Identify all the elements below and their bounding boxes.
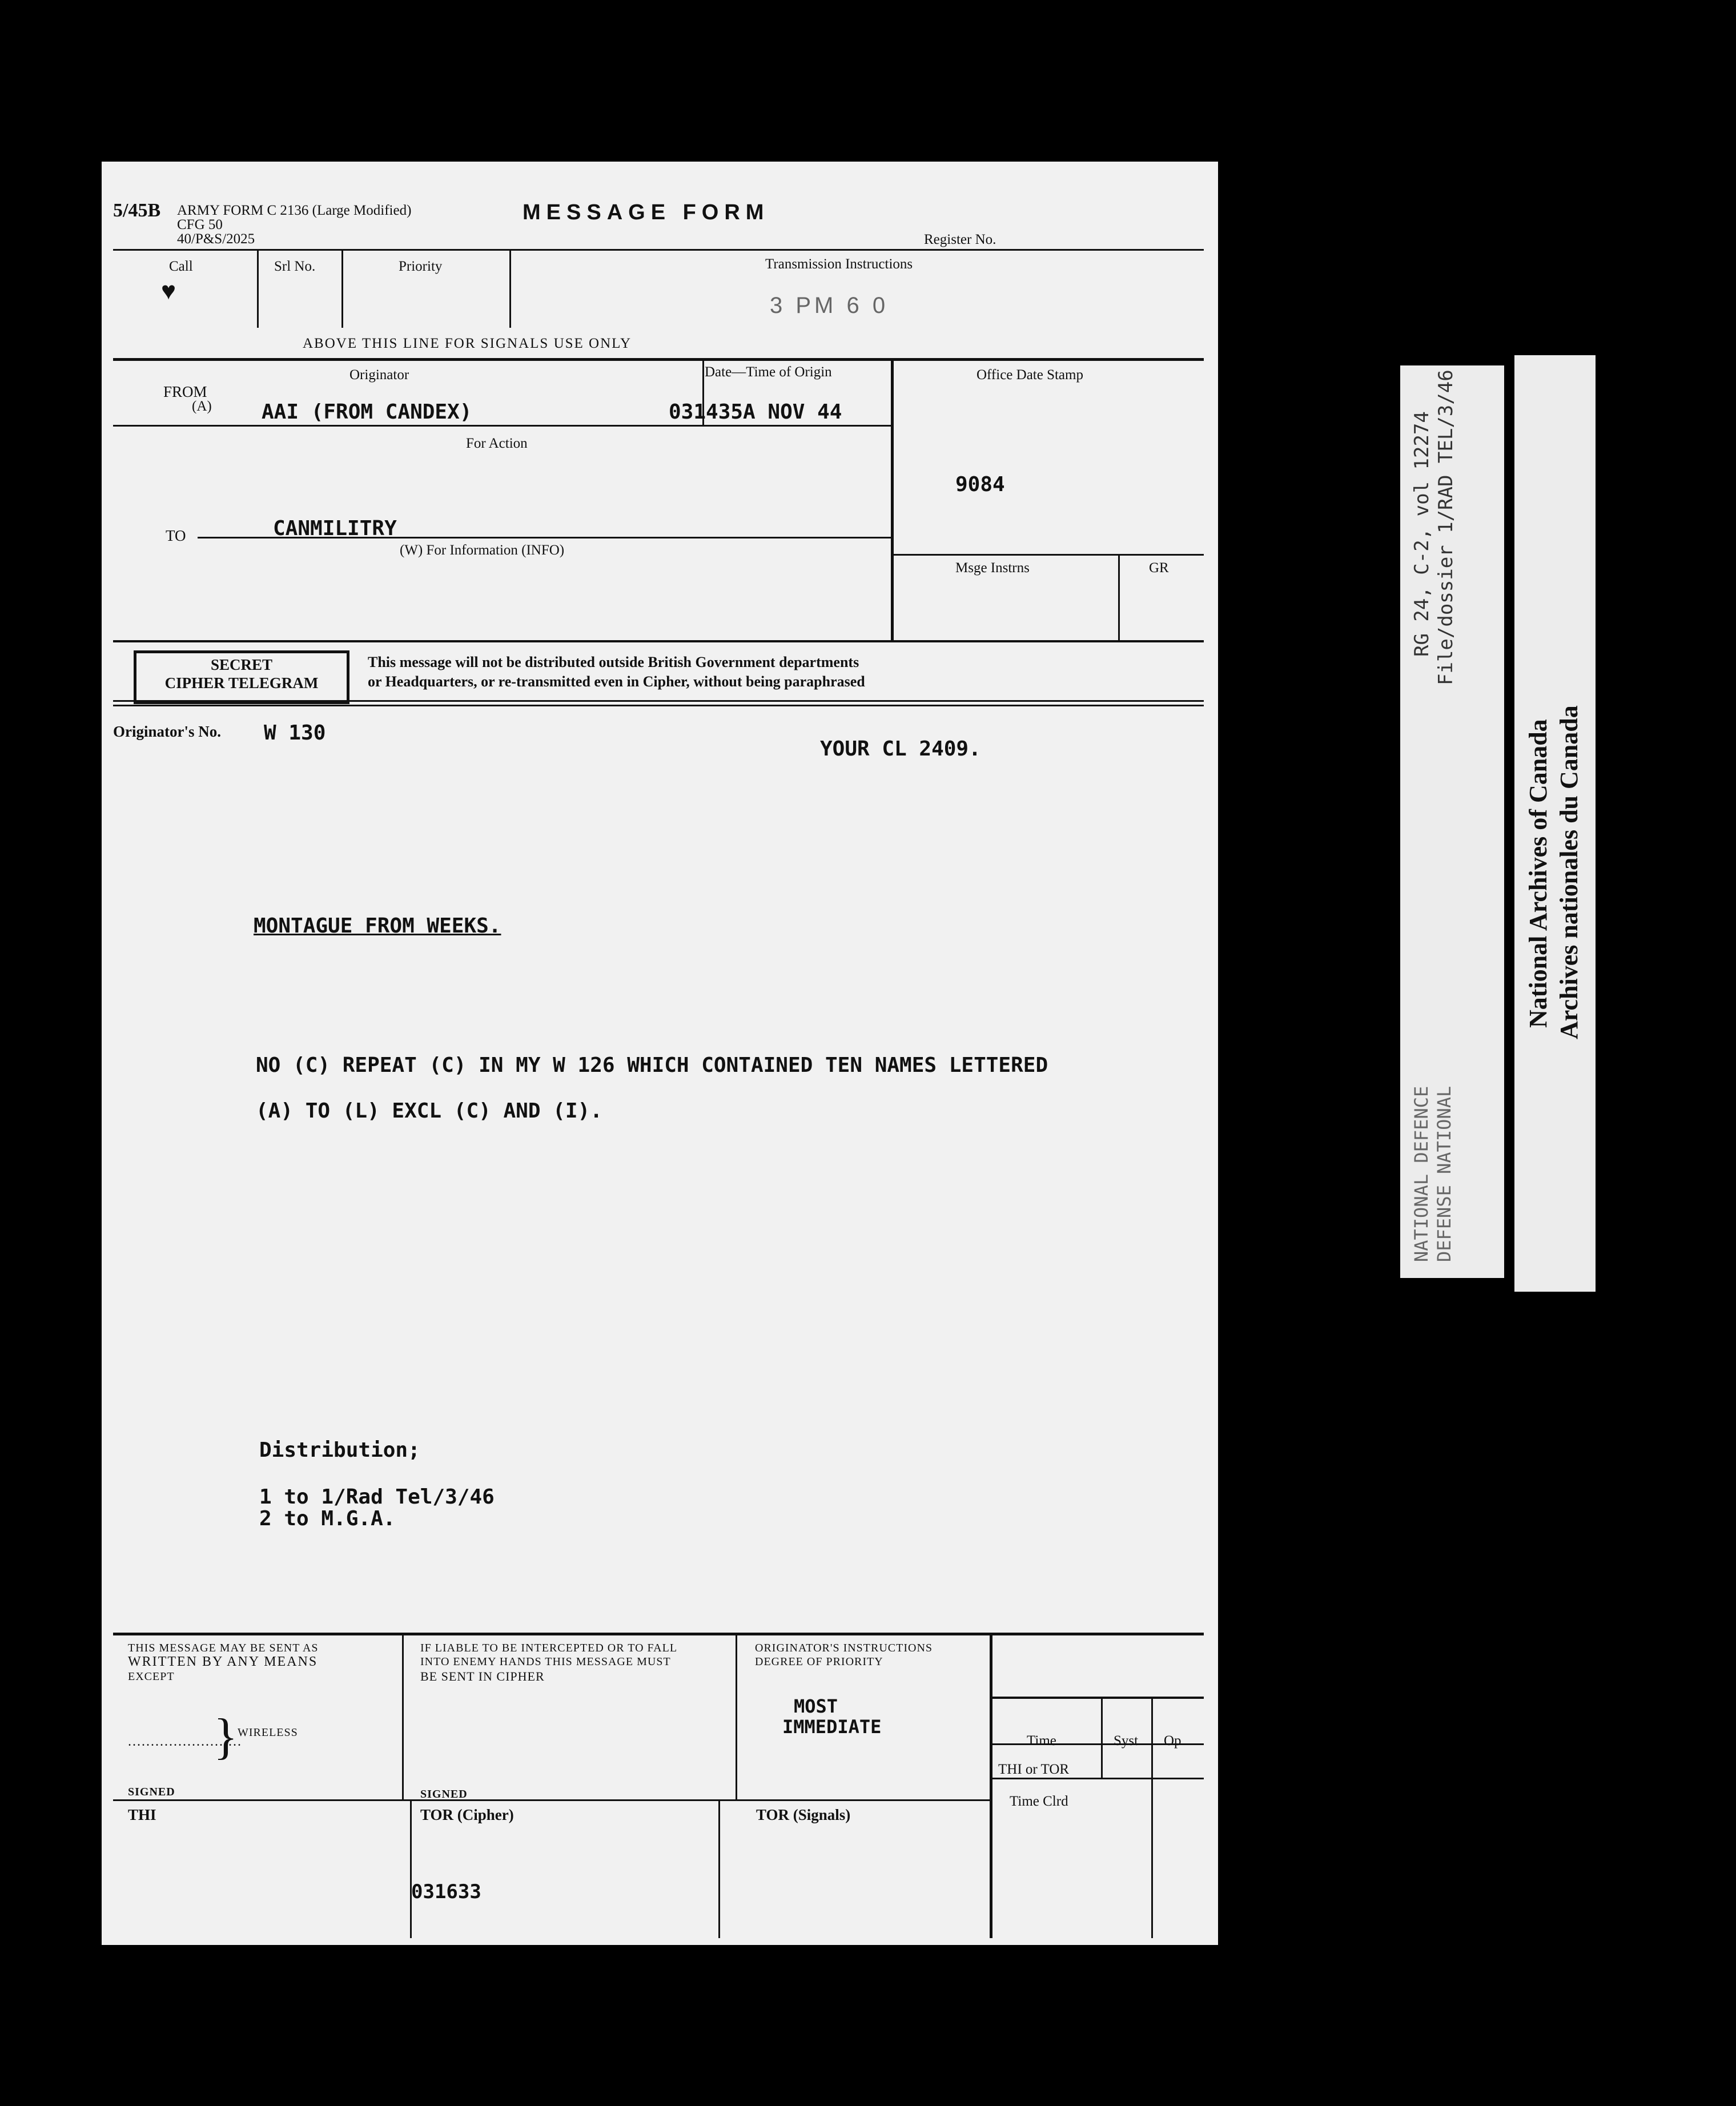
distribution-line1: 1 to 1/Rad Tel/3/46: [259, 1485, 495, 1509]
call-label: Call: [169, 259, 193, 274]
call-mark-icon: ♥: [161, 277, 176, 305]
dotted-blank: .........................: [128, 1734, 242, 1749]
degree-priority-label: DEGREE OF PRIORITY: [755, 1655, 883, 1668]
register-label: Register No.: [924, 232, 996, 247]
dtg-label: Date—Time of Origin: [705, 364, 832, 380]
cipher-rule-line3: BE SENT IN CIPHER: [420, 1669, 545, 1683]
rule: [113, 1799, 990, 1801]
body-line1: NO (C) REPEAT (C) IN MY W 126 WHICH CONTAINED TEN NAMES LETTERED: [256, 1054, 1048, 1077]
send-as-line3: EXCEPT: [128, 1670, 175, 1683]
rule: [113, 700, 1204, 702]
form-code: 5/45B: [113, 200, 161, 221]
msge-instrns-label: Msge Instrns: [955, 560, 1030, 576]
rule: [402, 1635, 404, 1801]
send-as-line1: THIS MESSAGE MAY BE SENT AS: [128, 1642, 319, 1654]
op-label: Op: [1164, 1733, 1182, 1749]
signed-label-1: SIGNED: [128, 1786, 175, 1798]
office-stamp-value: 9084: [955, 473, 1005, 496]
tor-cipher-value: 031633: [411, 1880, 481, 1903]
rule: [113, 705, 1204, 706]
gr-label: GR: [1149, 560, 1169, 576]
to-label: TO: [166, 527, 186, 544]
transmission-stamp: 3 PM 6 0: [770, 293, 889, 318]
page-title: MESSAGE FORM: [523, 200, 770, 224]
rule: [992, 1778, 1204, 1779]
tor-cipher-label: TOR (Cipher): [420, 1806, 514, 1823]
dept-fr: DEFENSE NATIONAL: [1433, 1086, 1455, 1262]
syst-label: Syst: [1114, 1733, 1139, 1749]
from-value: AAI (FROM CANDEX): [262, 400, 472, 424]
cipher-telegram-label: CIPHER TELEGRAM: [164, 674, 319, 692]
dept-en: NATIONAL DEFENCE: [1410, 1086, 1432, 1262]
rule: [891, 361, 894, 642]
rule: [341, 251, 343, 328]
dtg-value: 031435A NOV 44: [669, 400, 842, 424]
archive-file-ref: File/dossier 1/RAD TEL/3/46: [1434, 369, 1457, 685]
rule: [509, 251, 511, 328]
priority-value-line2: IMMEDIATE: [782, 1716, 882, 1738]
info-label: (W) For Information (INFO): [400, 542, 565, 558]
distribution-notice-line1: This message will not be distributed outside British Government departments: [368, 654, 859, 670]
archive-reference: RG 24, C-2, vol 12274: [1410, 411, 1433, 657]
body-line2: (A) TO (L) EXCL (C) AND (I).: [256, 1099, 602, 1123]
distribution-label: Distribution;: [259, 1438, 420, 1462]
signed-label-2: SIGNED: [420, 1788, 468, 1800]
signals-use-note: ABOVE THIS LINE FOR SIGNALS USE ONLY: [303, 336, 632, 351]
rule: [113, 640, 1204, 642]
rule: [992, 1697, 1204, 1699]
secret-label: SECRET: [210, 656, 273, 673]
form-name: ARMY FORM C 2136 (Large Modified): [177, 203, 412, 218]
orig-no-value: W 130: [264, 721, 326, 745]
for-action-label: For Action: [466, 436, 528, 451]
rule: [736, 1635, 737, 1801]
rule: [113, 425, 892, 427]
tor-signals-label: TOR (Signals): [756, 1806, 851, 1823]
archive-name-fr: Archives nationales du Canada: [1555, 705, 1583, 1039]
rule: [113, 1633, 1204, 1635]
orig-instructions-label: ORIGINATOR'S INSTRUCTIONS: [755, 1642, 933, 1654]
rule: [990, 1635, 992, 1938]
form-cfg: CFG 50: [177, 217, 223, 232]
archive-name-en: National Archives of Canada: [1524, 719, 1552, 1028]
rule: [410, 1801, 412, 1938]
from-label: FROM: [163, 383, 207, 400]
distribution-notice-line2: or Headquarters, or re-transmitted even in Cipher, without being paraphrased: [368, 673, 865, 690]
cipher-rule-line1: IF LIABLE TO BE INTERCEPTED OR TO FALL: [420, 1642, 678, 1654]
transmission-label: Transmission Instructions: [765, 256, 913, 272]
srl-label: Srl No.: [274, 259, 316, 274]
rule: [257, 251, 259, 328]
rule: [718, 1801, 720, 1938]
send-as-line2: WRITTEN BY ANY MEANS: [128, 1654, 318, 1669]
wireless-label: WIRELESS: [238, 1726, 298, 1739]
time-label: Time: [1027, 1733, 1056, 1749]
from-sub-label: (A): [192, 399, 212, 414]
distribution-line2: 2 to M.G.A.: [259, 1507, 396, 1530]
orig-no-label: Originator's No.: [113, 723, 221, 740]
form-print-ref: 40/P&S/2025: [177, 231, 255, 247]
rule: [893, 554, 1204, 556]
rule: [113, 358, 1204, 361]
priority-value-line1: MOST: [794, 1695, 838, 1717]
office-stamp-label: Office Date Stamp: [976, 367, 1083, 383]
rule: [1151, 1699, 1153, 1938]
cipher-rule-line2: INTO ENEMY HANDS THIS MESSAGE MUST: [420, 1655, 671, 1668]
priority-label: Priority: [399, 259, 443, 274]
salutation: MONTAGUE FROM WEEKS.: [254, 914, 501, 938]
reference-value: YOUR CL 2409.: [820, 737, 981, 761]
brace: }: [214, 1709, 238, 1765]
thi-or-tor-label: THI or TOR: [998, 1762, 1070, 1777]
rule: [1118, 554, 1120, 642]
rule: [1101, 1699, 1103, 1779]
time-clrd-label: Time Clrd: [1010, 1794, 1068, 1809]
originator-label: Originator: [349, 367, 409, 383]
to-value: CANMILITRY: [273, 517, 397, 540]
rule: [113, 249, 1204, 251]
message-form-sheet: [102, 162, 1218, 1945]
thi-label: THI: [128, 1806, 156, 1823]
